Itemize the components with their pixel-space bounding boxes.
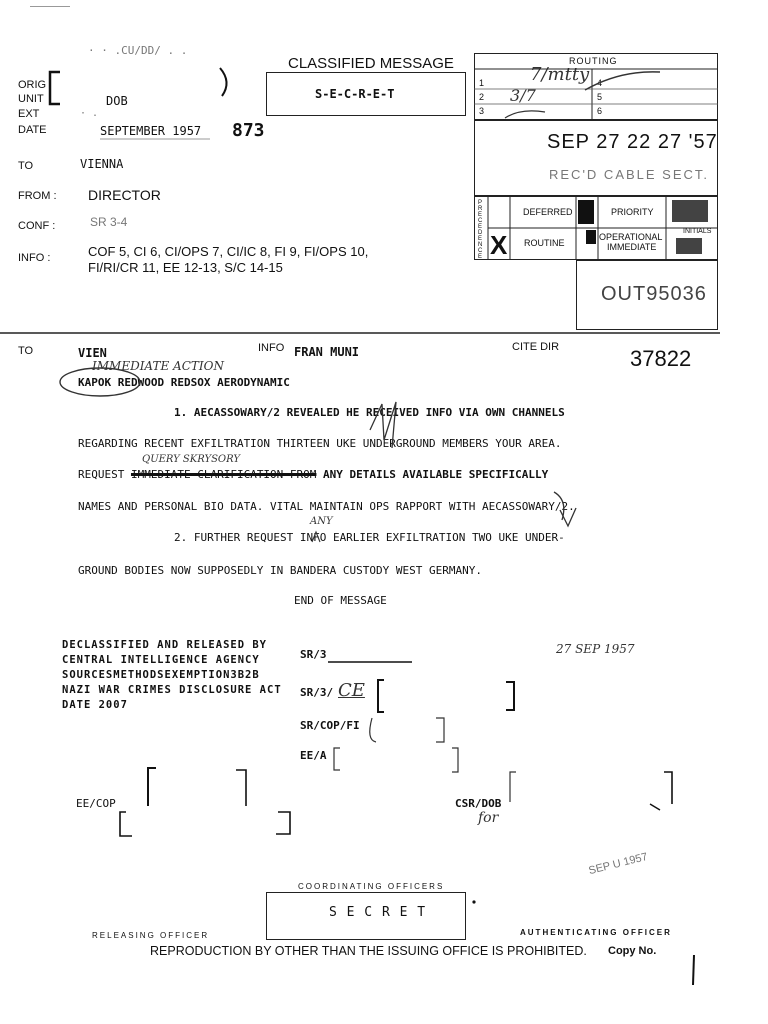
para1-line3-end: ANY DETAILS AVAILABLE SPECIFICALLY: [323, 468, 549, 481]
precedence-label: PRECEDENCE: [478, 200, 483, 260]
handwritten-immediate-action: IMMEDIATE ACTION: [92, 359, 224, 373]
declass-line-4: NAZI WAR CRIMES DISCLOSURE ACT: [62, 684, 282, 696]
cable-stamp-date: SEP 27 22 27 '57: [547, 131, 718, 153]
top-reference: · · .CU/DD/ . .: [88, 44, 188, 57]
coord-csr-dob: CSR/DOB: [455, 797, 502, 810]
releasing-officer-label: RELEASING OFFICER: [92, 931, 210, 940]
cite-number: 37822: [630, 346, 692, 371]
declass-line-3: SOURCESMETHODSEXEMPTION3B2B: [62, 669, 260, 681]
coord-csr-handwriting: for: [478, 810, 499, 826]
to-value: VIENNA: [80, 157, 124, 171]
para1-line3-start: REQUEST: [78, 468, 125, 481]
coord-sr-cop-fi: SR/COP/FI: [300, 719, 360, 732]
routine-x-mark: X: [490, 230, 508, 260]
corner-received-stamp: SEP U 1957: [587, 850, 649, 878]
copy-number-label: Copy No.: [608, 945, 657, 957]
ext-label: EXT: [18, 108, 40, 120]
info-line-1: COF 5, CI 6, CI/OPS 7, CI/IC 8, FI 9, FI/OPS 10,: [88, 244, 369, 259]
declass-line-5: DATE 2007: [62, 699, 128, 711]
reproduction-notice: REPRODUCTION BY OTHER THAN THE ISSUING OFFICE IS PROHIBITED.: [150, 944, 587, 958]
orig-bracket-right: [220, 68, 227, 96]
date-stamp-number: 873: [232, 120, 265, 141]
circled-crypto-word: [60, 368, 140, 396]
address-to-label: TO: [18, 345, 34, 357]
routing-row-6: 6: [597, 106, 603, 116]
coord-sr: SR/3: [300, 648, 327, 661]
initials-label: INITIALS: [683, 228, 712, 235]
para2-line2: GROUND BODIES NOW SUPPOSEDLY IN BANDERA CUSTODY WEST GERMANY.: [78, 564, 482, 577]
routing-label: ROUTING: [569, 56, 618, 66]
routing-handwriting-1: 7/mtty: [530, 64, 590, 85]
coordinating-officers-label: COORDINATING OFFICERS: [298, 882, 445, 891]
declass-line-1: DECLASSIFIED AND RELEASED BY: [62, 639, 268, 651]
routing-row-2: 2: [479, 92, 485, 102]
unit-value: DOB: [106, 94, 128, 108]
para1-handwritten-insert: QUERY SKRYSORY: [142, 454, 240, 465]
authenticating-officer-label: AUTHENTICATING OFFICER: [520, 928, 672, 937]
out-number: OUT95036: [601, 283, 707, 305]
operational-label: OPERATIONAL: [599, 232, 663, 242]
conf-value: SR 3-4: [90, 215, 128, 229]
date-label: DATE: [18, 124, 47, 136]
routing-row-1: 1: [479, 78, 485, 88]
classification-top: S-E-C-R-E-T: [315, 87, 395, 101]
declass-line-2: CENTRAL INTELLIGENCE AGENCY: [62, 654, 260, 666]
cite-label: CITE DIR: [512, 341, 560, 353]
routing-row-3: 3: [479, 106, 485, 116]
routing-row-4: 4: [597, 78, 603, 88]
to-label: TO: [18, 160, 34, 172]
para1-struck-text: IMMEDIATE CLARIFICATION FROM: [130, 468, 317, 481]
coord-ee-cop: EE/COP: [76, 797, 116, 810]
para1-line2: REGARDING RECENT EXFILTRATION THIRTEEN UKE UNDERGROUND MEMBERS YOUR AREA.: [78, 437, 562, 450]
priority-label: PRIORITY: [611, 207, 654, 217]
routine-label: ROUTINE: [524, 238, 565, 248]
from-value: DIRECTOR: [88, 187, 161, 203]
para1-line1: 1. AECASSOWARY/2 REVEALED HE RECEIVED INFO VIA OWN CHANNELS: [174, 406, 565, 419]
crypto-line: KAPOK REDWOOD REDSOX AERODYNAMIC: [78, 376, 290, 389]
conf-label: CONF :: [18, 220, 56, 232]
address-to-value: VIEN: [78, 346, 107, 360]
address-info-value: FRAN MUNI: [294, 345, 360, 359]
address-info-label: INFO: [258, 342, 285, 354]
routing-row-5: 5: [597, 92, 603, 102]
immediate-label: IMMEDIATE: [607, 242, 657, 252]
deferred-label: DEFERRED: [523, 207, 573, 217]
handwritten-date: 27 SEP 1957: [556, 642, 635, 656]
cable-stamp-section: REC'D CABLE SECT.: [549, 167, 710, 182]
initials-scribble: [672, 200, 708, 222]
ext-value: · .: [80, 108, 99, 119]
unit-label: UNIT: [18, 93, 44, 105]
form-title: CLASSIFIED MESSAGE: [288, 55, 454, 72]
para2-line1: 2. FURTHER REQUEST INFO EARLIER EXFILTRATION TWO UKE UNDER-: [174, 531, 565, 544]
orig-bracket-left: [50, 72, 60, 104]
para1-line4: NAMES AND PERSONAL BIO DATA. VITAL MAINTAIN OPS RAPPORT WITH AECASSOWARY/2.: [78, 500, 575, 513]
coord-ee-a: EE/A: [300, 749, 327, 762]
priority-mark: [578, 200, 594, 224]
coord-sr3-handwriting: CE: [338, 680, 365, 701]
end-of-message: END OF MESSAGE: [294, 594, 387, 607]
info-line-2: FI/RI/CR 11, EE 12-13, S/C 14-15: [88, 260, 283, 275]
footer-secret: S E C R E T: [329, 905, 427, 920]
routing-handwriting-2: 3/7: [510, 86, 536, 105]
info-label: INFO :: [18, 252, 51, 264]
para2-handwritten-insert: ANY: [310, 516, 333, 527]
from-label: FROM :: [18, 190, 57, 202]
date-value: SEPTEMBER 1957: [100, 124, 202, 138]
coord-sr3: SR/3/: [300, 686, 334, 699]
orig-label: ORIG: [18, 79, 47, 91]
